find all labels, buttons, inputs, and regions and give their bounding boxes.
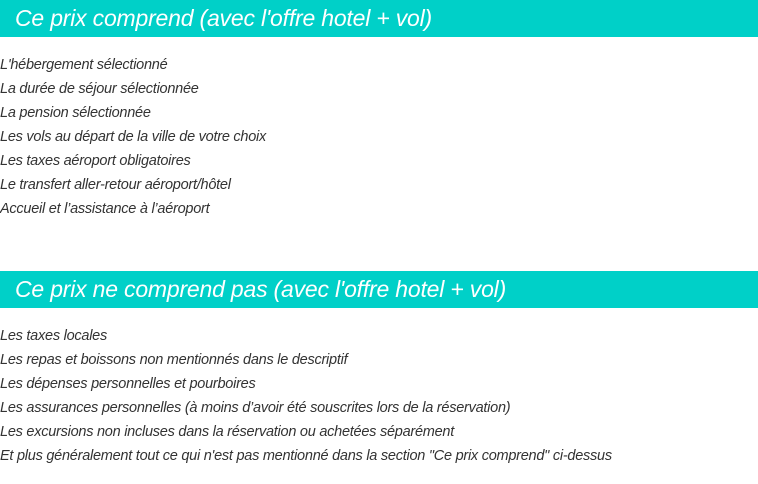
list-item: Les dépenses personnelles et pourboires	[0, 376, 256, 392]
excluded-items-list	[0, 324, 612, 468]
list-item: La durée de séjour sélectionnée	[0, 81, 199, 97]
list-item: Les taxes locales	[0, 328, 107, 344]
list-item: Les taxes aéroport obligatoires	[0, 153, 191, 169]
list-item: L'hébergement sélectionné	[0, 57, 168, 73]
list-item: Les excursions non incluses dans la réservation ou achetées séparément	[0, 424, 455, 440]
list-item: Et plus généralement tout ce qui n'est pas mentionné dans la section "Ce prix comprend" ci-dessus	[0, 448, 612, 464]
list-item: Accueil et l’assistance à l’aéroport	[0, 201, 210, 217]
included-section-title: Ce prix comprend (avec l'offre hotel + vol)	[0, 0, 758, 37]
list-item: Les vols au départ de la ville de votre choix	[0, 129, 267, 145]
list-item: Les assurances personnelles (à moins d’avoir été souscrites lors de la réservation)	[0, 400, 511, 416]
list-item: La pension sélectionnée	[0, 105, 151, 121]
list-item: Le transfert aller-retour aéroport/hôtel	[0, 177, 231, 193]
excluded-section-title: Ce prix ne comprend pas (avec l'offre hotel + vol)	[0, 271, 758, 308]
included-items-list	[0, 53, 266, 221]
list-item: Les repas et boissons non mentionnés dans le descriptif	[0, 352, 348, 368]
